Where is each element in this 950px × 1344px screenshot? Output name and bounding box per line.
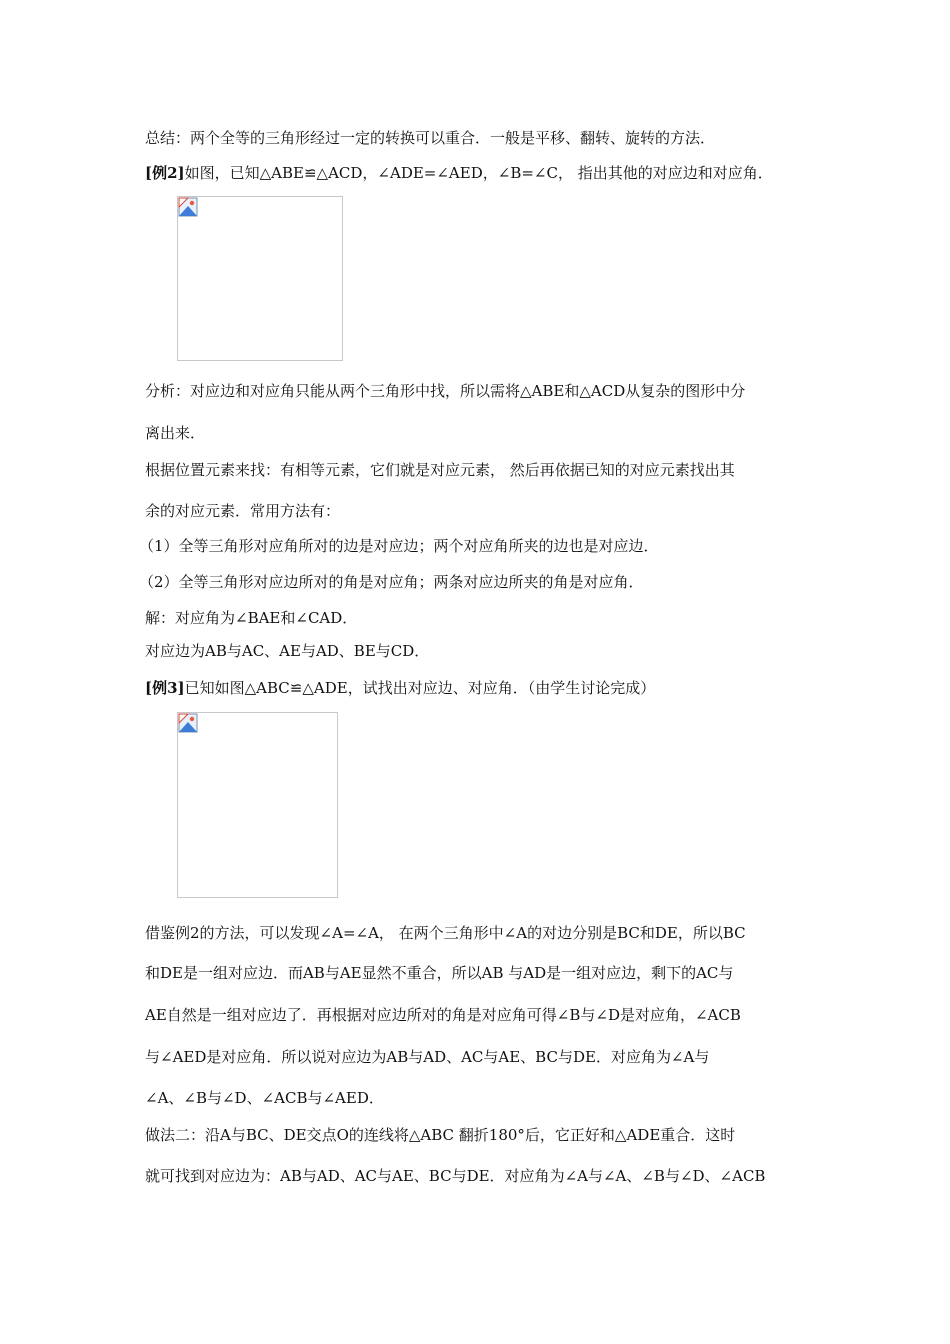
example-2-tag: [例2] <box>145 164 185 182</box>
method-2-line-2: 就可找到对应边为：AB与AD、AC与AE、BC与DE．对应角为∠A与∠A、∠B与∠D、∠ACB <box>145 1167 766 1185</box>
analysis-line-3: 根据位置元素来找：有相等元素，它们就是对应元素， 然后再依据已知的对应元素找出其 <box>145 461 735 479</box>
example-3-tag: [例3] <box>145 679 185 697</box>
example-2-text: 如图，已知△ABE≌△ACD，∠ADE=∠AED，∠B=∠C， 指出其他的对应边和对应角． <box>184 164 773 182</box>
broken-image-icon <box>178 197 198 217</box>
discussion-line-4: 与∠AED是对应角．所以说对应边为AB与AD、AC与AE、BC与DE．对应角为∠A与 <box>145 1048 710 1066</box>
method-item-1: （1）全等三角形对应角所对的边是对应边；两个对应角所夹的边也是对应边． <box>139 537 659 555</box>
summary-line: 总结：两个全等的三角形经过一定的转换可以重合．一般是平移、翻转、旋转的方法． <box>145 129 716 147</box>
method-2-line-1: 做法二：沿A与BC、DE交点O的连线将△ABC 翻折180°后，它正好和△ADE重合．这时 <box>145 1126 736 1144</box>
example-3-text: 已知如图△ABC≌△ADE，试找出对应边、对应角．（由学生讨论完成） <box>184 679 656 697</box>
discussion-line-2: 和DE是一组对应边．而AB与AE显然不重合，所以AB 与AD是一组对应边，剩下的AC与 <box>145 964 734 982</box>
analysis-line-4: 余的对应元素．常用方法有： <box>145 502 341 520</box>
analysis-line-1: 分析：对应边和对应角只能从两个三角形中找，所以需将△ABE和△ACD从复杂的图形中分 <box>145 382 746 400</box>
discussion-line-3: AE自然是一组对应边了．再根据对应边所对的角是对应角可得∠B与∠D是对应角，∠ACB <box>145 1006 741 1024</box>
solution-line-2: 对应边为AB与AC、AE与AD、BE与CD． <box>145 642 430 660</box>
analysis-line-2: 离出来． <box>145 424 206 442</box>
method-item-2: （2）全等三角形对应边所对的角是对应角；两条对应边所夹的角是对应角． <box>139 573 644 591</box>
broken-image-icon <box>178 713 198 733</box>
solution-line-1: 解：对应角为∠BAE和∠CAD． <box>145 609 358 627</box>
example-3-figure <box>177 712 338 898</box>
example-3-heading <box>145 678 655 698</box>
discussion-line-1: 借鉴例2的方法，可以发现∠A=∠A， 在两个三角形中∠A的对边分别是BC和DE，所以BC <box>145 924 746 942</box>
discussion-line-5: ∠A、∠B与∠D、∠ACB与∠AED． <box>145 1089 384 1107</box>
example-2-figure <box>177 196 343 361</box>
example-2-heading <box>145 163 773 183</box>
